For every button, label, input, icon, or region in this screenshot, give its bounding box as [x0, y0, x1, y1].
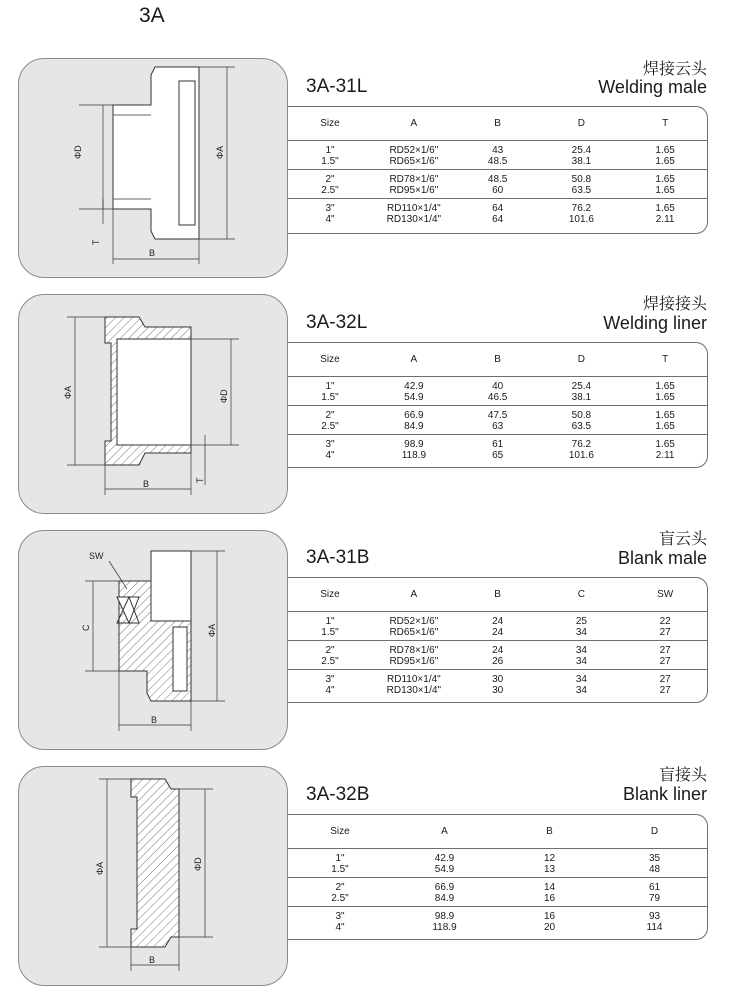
cell-a: RD130×1/4" [386, 214, 442, 225]
table-row [288, 145, 707, 156]
header-size: Size [320, 118, 340, 129]
cell-t: 1.65 [655, 203, 675, 214]
table-row [288, 174, 707, 185]
cell-c: 25 [575, 616, 587, 627]
cell-d: 114 [646, 922, 663, 933]
spec-table [288, 342, 708, 468]
cell-t: 2.11 [655, 450, 675, 461]
cell-d: 93 [648, 911, 661, 922]
cell-size: 1" [325, 381, 335, 392]
cell-d: 63.5 [571, 185, 592, 196]
header-size: Size [320, 354, 340, 365]
cell-sw: 27 [659, 674, 671, 685]
cell-sw: 27 [659, 656, 671, 667]
page-title: 3A [139, 4, 165, 27]
product-name-cn: 盲接头 [658, 767, 707, 784]
header-d: D [577, 118, 585, 129]
cell-a: 118.9 [401, 450, 427, 461]
cell-a: 54.9 [434, 864, 455, 875]
table-row [288, 185, 707, 196]
cell-size: 1.5" [331, 864, 349, 875]
cell-a: 118.9 [432, 922, 457, 933]
cell-t: 1.65 [655, 410, 675, 421]
cell-a: RD78×1/6" [389, 174, 439, 185]
header-d: D [650, 826, 659, 837]
header-sw: SW [657, 589, 674, 600]
cell-sw: 22 [659, 616, 671, 627]
row-group [288, 199, 707, 227]
cell-b: 60 [492, 185, 504, 196]
cell-t: 1.65 [655, 381, 675, 392]
cell-size: 2.5" [321, 185, 339, 196]
header-a: A [410, 589, 418, 600]
table-row [288, 685, 707, 696]
table-row [288, 410, 707, 421]
row-group [288, 435, 707, 463]
cell-a: 98.9 [434, 911, 455, 922]
cell-a: RD110×1/4" [387, 674, 441, 685]
cell-a: RD52×1/6" [389, 616, 439, 627]
row-group [288, 612, 707, 641]
header-b: B [494, 118, 501, 129]
dim-label-a: ΦA [207, 623, 217, 637]
table-row [288, 450, 707, 461]
cell-size: 2.5" [331, 893, 349, 904]
cell-d: 25.4 [571, 145, 592, 156]
cell-t: 2.11 [655, 214, 675, 225]
dim-label-b: B [143, 479, 150, 489]
drawing-welding-liner [18, 294, 288, 514]
row-group [288, 907, 707, 935]
cell-size: 1" [325, 145, 335, 156]
cell-size: 4" [325, 685, 335, 696]
table-header-row [288, 578, 707, 612]
dim-label-a: ΦA [63, 385, 73, 399]
cell-b: 16 [543, 911, 556, 922]
cell-b: 30 [492, 674, 504, 685]
table-row [288, 627, 707, 638]
cell-t: 1.65 [655, 392, 675, 403]
header-t: T [662, 118, 669, 129]
drawing-blank-male [18, 530, 288, 750]
table-header-row [288, 107, 707, 141]
cell-b: 48.5 [487, 174, 508, 185]
header-d: D [577, 354, 585, 365]
product-code: 3A-31L [306, 76, 368, 97]
dim-label-a: ΦA [95, 861, 105, 875]
product-name-en: Blank male [617, 548, 707, 568]
cell-size: 1.5" [321, 156, 339, 167]
cell-t: 1.65 [655, 185, 675, 196]
row-group [288, 141, 707, 170]
table-header-row [288, 343, 707, 377]
dim-label-t: T [91, 239, 101, 245]
cell-b: 14 [543, 882, 556, 893]
table-row [288, 392, 707, 403]
row-group [288, 878, 707, 907]
cell-d: 101.6 [568, 214, 594, 225]
cell-c: 34 [575, 656, 587, 667]
dim-label-c: C [81, 624, 91, 631]
row-group [288, 670, 707, 698]
dim-label-sw: SW [89, 551, 104, 561]
cell-size: 1" [325, 616, 335, 627]
table-header-row [288, 815, 707, 849]
table-row [288, 645, 707, 656]
header-t: T [662, 354, 669, 365]
header-c: C [577, 589, 585, 600]
cell-a: 66.9 [434, 882, 455, 893]
cell-c: 34 [575, 627, 587, 638]
cell-d: 25.4 [571, 381, 592, 392]
header-a: A [441, 826, 448, 837]
table-row [288, 381, 707, 392]
cell-size: 3" [325, 674, 335, 685]
cell-sw: 27 [659, 627, 671, 638]
dim-label-t: T [195, 477, 205, 483]
cell-b: 24 [492, 627, 504, 638]
product-name-en: Welding male [598, 77, 707, 97]
cell-t: 1.65 [655, 439, 675, 450]
dim-label-d: ΦD [219, 389, 229, 403]
cell-size: 2" [325, 645, 335, 656]
dim-label-d: ΦD [193, 857, 203, 871]
cell-size: 1.5" [321, 392, 339, 403]
table-row [288, 893, 707, 904]
cell-size: 3" [335, 911, 345, 922]
table-row [288, 922, 707, 933]
cell-size: 3" [325, 439, 335, 450]
product-name-cn: 盲云头 [658, 531, 707, 548]
cell-b: 26 [492, 656, 504, 667]
product-name-cn: 焊接接头 [642, 296, 707, 313]
spec-table [288, 577, 708, 703]
cell-b: 47.5 [487, 410, 508, 421]
product-name-en: Welding liner [603, 313, 707, 333]
cell-d: 50.8 [571, 410, 592, 421]
row-group [288, 849, 707, 878]
dim-label-b: B [149, 248, 156, 258]
cell-sw: 27 [659, 645, 671, 656]
cell-a: RD95×1/6" [389, 185, 439, 196]
table-row [288, 203, 707, 214]
cell-size: 2.5" [321, 421, 339, 432]
table-row [288, 156, 707, 167]
row-group [288, 641, 707, 670]
cell-a: 66.9 [404, 410, 424, 421]
table-row [288, 864, 707, 875]
cell-d: 38.1 [571, 156, 592, 167]
cell-a: 54.9 [404, 392, 424, 403]
cell-a: RD95×1/6" [389, 656, 439, 667]
row-group [288, 377, 707, 406]
row-group [288, 170, 707, 199]
table-row [288, 656, 707, 667]
table-row [288, 911, 707, 922]
table-row [288, 674, 707, 685]
cell-a: 42.9 [404, 381, 424, 392]
header-b: B [546, 826, 553, 837]
cell-a: RD130×1/4" [386, 685, 442, 696]
table-row [288, 853, 707, 864]
cell-d: 50.8 [571, 174, 592, 185]
cell-b: 24 [492, 616, 504, 627]
cell-size: 1" [335, 853, 345, 864]
cell-c: 34 [575, 674, 587, 685]
cell-d: 76.2 [571, 439, 592, 450]
cell-a: RD65×1/6" [389, 156, 439, 167]
product-name-cn: 焊接云头 [642, 61, 707, 78]
cell-b: 64 [492, 214, 504, 225]
dim-label-a: ΦA [215, 145, 225, 159]
cell-b: 63 [492, 421, 504, 432]
cell-d: 63.5 [571, 421, 592, 432]
table-row [288, 616, 707, 627]
cell-a: 42.9 [434, 853, 455, 864]
header-b: B [494, 354, 501, 365]
cell-size: 4" [335, 922, 345, 933]
product-name-en: Blank liner [622, 784, 707, 804]
cell-sw: 27 [659, 685, 671, 696]
spec-table [288, 814, 708, 940]
cell-b: 43 [492, 145, 504, 156]
cell-size: 1.5" [321, 627, 339, 638]
dim-label-b: B [149, 955, 156, 965]
table-row [288, 214, 707, 225]
cell-d: 48 [648, 864, 661, 875]
cell-a: 84.9 [434, 893, 455, 904]
cell-d: 35 [648, 853, 661, 864]
cell-b: 12 [543, 853, 556, 864]
cell-b: 30 [492, 685, 504, 696]
dim-label-d: ΦD [73, 145, 83, 159]
cell-b: 20 [543, 922, 556, 933]
cell-a: 84.9 [404, 421, 424, 432]
cell-size: 2" [335, 882, 345, 893]
cell-b: 13 [543, 864, 556, 875]
cell-d: 101.6 [568, 450, 594, 461]
cell-t: 1.65 [655, 156, 675, 167]
cell-b: 16 [543, 893, 556, 904]
cell-b: 40 [492, 381, 504, 392]
drawing-blank-liner [18, 766, 288, 986]
header-a: A [410, 354, 418, 365]
header-b: B [494, 589, 501, 600]
cell-a: RD78×1/6" [389, 645, 439, 656]
cell-d: 79 [648, 893, 661, 904]
cell-b: 64 [492, 203, 504, 214]
cell-d: 76.2 [571, 203, 592, 214]
cell-size: 2.5" [321, 656, 339, 667]
cell-t: 1.65 [655, 145, 675, 156]
header-size: Size [330, 826, 350, 837]
cell-b: 61 [492, 439, 504, 450]
cell-b: 65 [492, 450, 504, 461]
cell-size: 3" [325, 203, 335, 214]
cell-c: 34 [575, 645, 587, 656]
product-code: 3A-32L [306, 312, 368, 333]
spec-table [288, 106, 708, 234]
cell-size: 2" [325, 410, 335, 421]
header-size: Size [320, 589, 340, 600]
cell-a: RD52×1/6" [389, 145, 439, 156]
dim-label-b: B [151, 715, 158, 725]
cell-size: 2" [325, 174, 335, 185]
table-row [288, 421, 707, 432]
cell-size: 4" [325, 214, 335, 225]
product-code: 3A-32B [306, 784, 370, 805]
cell-a: RD110×1/4" [387, 203, 441, 214]
cell-b: 48.5 [487, 156, 508, 167]
cell-a: RD65×1/6" [389, 627, 439, 638]
table-row [288, 439, 707, 450]
cell-b: 46.5 [487, 392, 508, 403]
cell-b: 24 [492, 645, 504, 656]
cell-t: 1.65 [655, 421, 675, 432]
product-code: 3A-31B [306, 547, 370, 568]
cell-d: 38.1 [571, 392, 592, 403]
drawing-welding-male [18, 58, 288, 278]
table-row [288, 882, 707, 893]
cell-a: 98.9 [404, 439, 424, 450]
row-group [288, 406, 707, 435]
header-a: A [410, 118, 418, 129]
cell-size: 4" [325, 450, 335, 461]
cell-t: 1.65 [655, 174, 675, 185]
cell-c: 34 [575, 685, 587, 696]
cell-d: 61 [648, 882, 661, 893]
